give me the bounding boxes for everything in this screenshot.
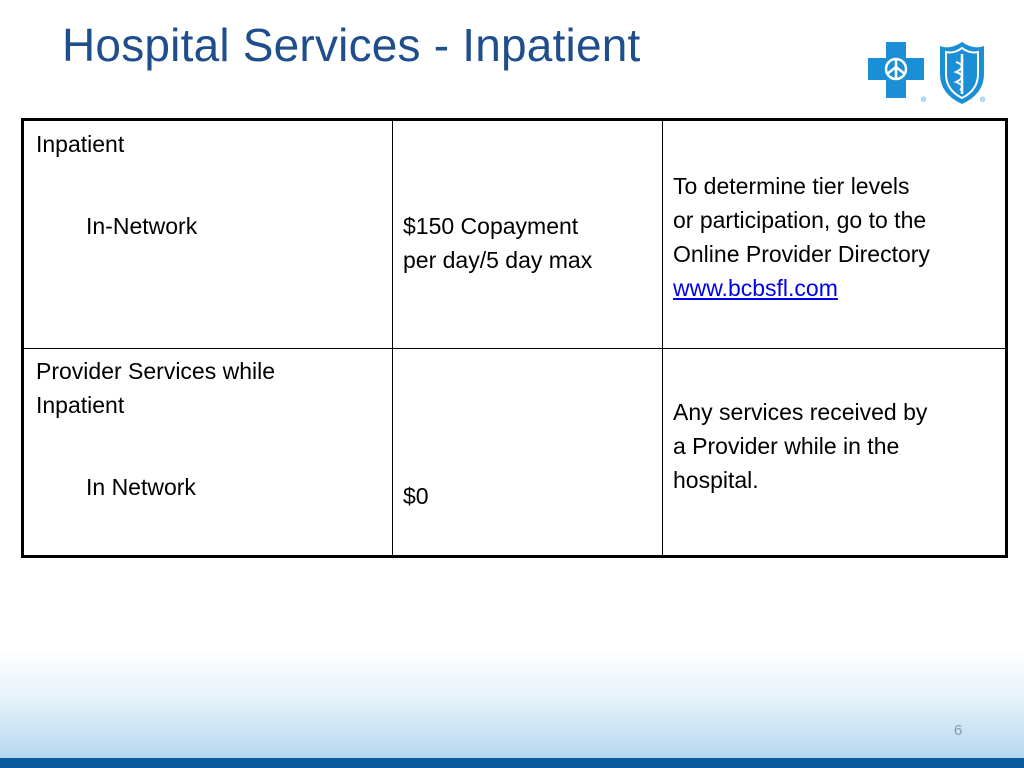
benefits-table — [21, 118, 1008, 558]
cost-value: $0 — [403, 483, 429, 509]
blue-cross-blue-shield-logo — [866, 40, 990, 106]
cost-line-1: $150 Copayment — [403, 213, 579, 239]
category-label-line-1: Provider Services while — [36, 358, 276, 384]
subcategory-label: In Network — [86, 474, 196, 500]
svg-text:®: ® — [921, 97, 927, 104]
subcategory-label: In-Network — [86, 213, 198, 239]
cost-cell — [393, 349, 663, 557]
note-line: Any services received by — [673, 399, 928, 425]
category-label-line-2: Inpatient — [36, 392, 125, 418]
note-line: To determine tier levels — [673, 173, 910, 199]
category-cell — [23, 349, 393, 557]
note-cell — [663, 120, 1007, 349]
note-line: or participation, go to the — [673, 207, 927, 233]
note-line: hospital. — [673, 467, 759, 493]
note-line: a Provider while in the — [673, 433, 900, 459]
footer-bar — [0, 758, 1024, 768]
page-number: 6 — [953, 722, 963, 739]
footer-gradient — [0, 650, 1024, 758]
note-line: Online Provider Directory — [673, 241, 930, 267]
category-label: Inpatient — [36, 131, 125, 157]
svg-text:®: ® — [980, 97, 986, 104]
cost-cell — [393, 120, 663, 349]
blue-shield-icon — [940, 42, 986, 104]
provider-directory-link[interactable]: www.bcbsfl.com — [673, 275, 838, 301]
table-row — [23, 349, 1007, 557]
cost-line-2: per day/5 day max — [403, 247, 593, 273]
note-cell — [663, 349, 1007, 557]
table-row — [23, 120, 1007, 349]
category-cell — [23, 120, 393, 349]
blue-cross-icon — [868, 42, 927, 104]
slide-title: Hospital Services - Inpatient — [62, 19, 641, 71]
